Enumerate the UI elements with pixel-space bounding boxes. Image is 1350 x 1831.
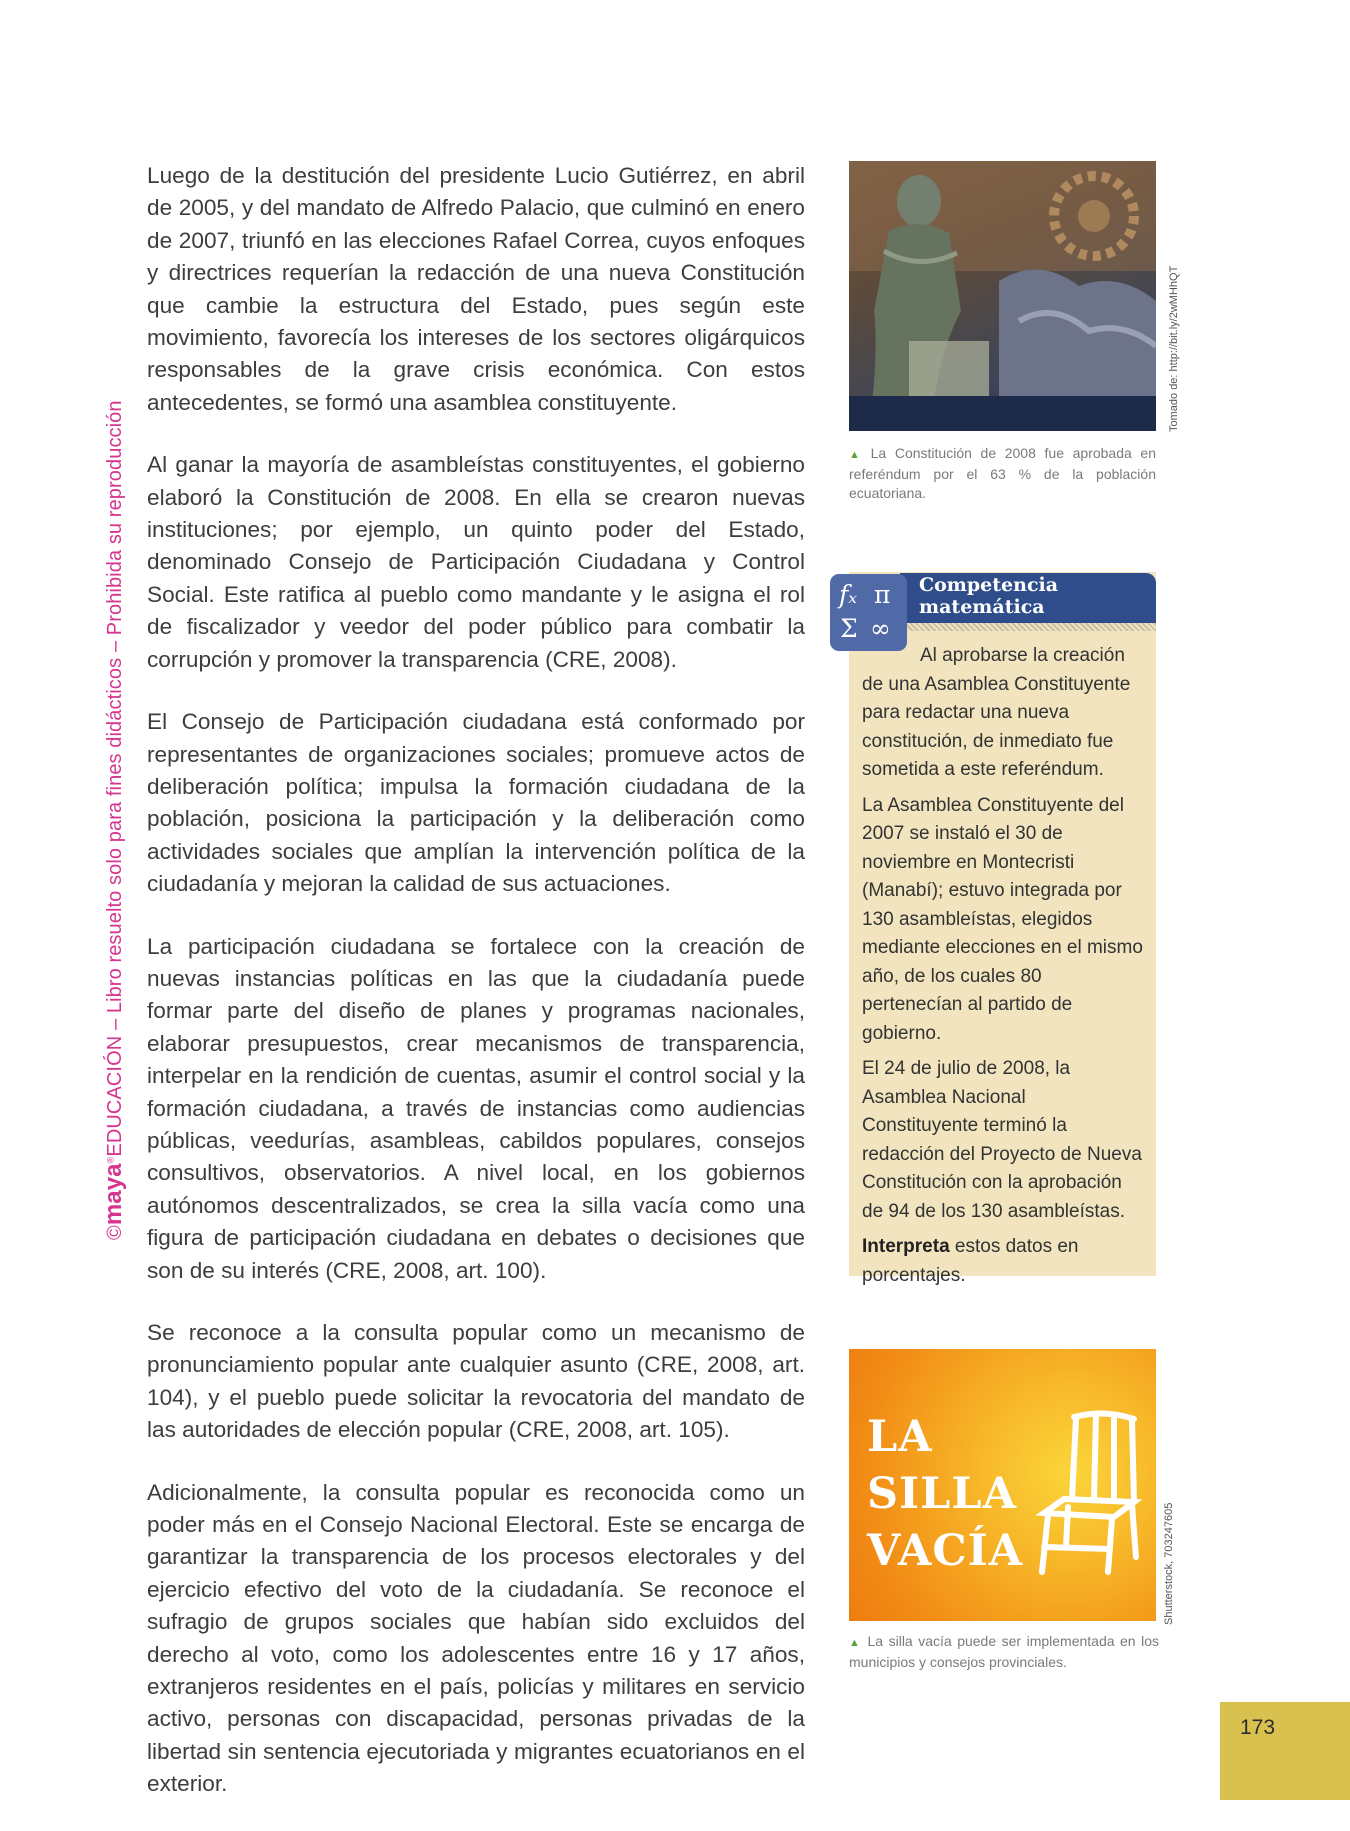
main-text-column xyxy=(147,160,805,1831)
silla-vacia-image xyxy=(849,1349,1156,1621)
paragraph-6: Adicionalmente, la consulta popular es reconocida como un poder más en el Consejo Nacional Electoral. Este se encarga de garantizar la transparencia de los procesos electorales y del ejercicio efectivo del voto de la ciudadanía. Se reconoce el sufragio de grupos sociales que habían sido excluidos del derecho al voto, como los adolescentes entre 16 y 17 años, extranjeros residentes en el país, policías y militares en servicio activo, personas con discapacidad, personas privadas de la libertad sin sentencia ejecutoriada y migrantes ecuatorianos en el exterior. xyxy=(147,1479,805,1797)
silla-vacia-title-line-3: VACÍA xyxy=(867,1526,1024,1576)
chair-credit: Shutterstock, 703247605 xyxy=(1163,1502,1175,1625)
chair-caption xyxy=(849,1632,1159,1672)
triangle-bullet-icon: ▲ xyxy=(849,449,865,461)
photo-caption-text: La Constitución de 2008 fue aprobada en referéndum por el 63 % de la población ecuatoriana. xyxy=(849,445,1156,501)
silla-vacia-title-line-1: LA xyxy=(867,1412,933,1462)
paragraph-5: Se reconoce a la consulta popular como un mecanismo de pronunciamiento popular ante cualquier asunto (CRE, 2008, art. 104), y el pueblo puede solicitar la revocatoria del mandato de las autoridades de elección popular (CRE, 2008, art. 105). xyxy=(147,1320,805,1443)
pi-symbol: π xyxy=(874,580,891,609)
interpreta-keyword: Interpreta xyxy=(862,1236,950,1257)
competencia-title-line-1: Competencia xyxy=(919,574,1059,596)
paragraph-4: La participación ciudadana se fortalece con la creación de nuevas instancias políticas en las que la ciudadanía puede formar parte del diseño de planes y programas nacionales, elaborar presupuestos, crear mecanismos de transparencia, interpelar en la rendición de cuentas, asumir el control social y la formación ciudadana, a través de instancias como audiencias públicas, veedurías, asambleas, cabildos populares, consejos consultivos, observatorios. A nivel local, en los gobiernos autónomos descentralizados, se crea la silla vacía como una figura de participación ciudadana en debates o decisiones que son de su interés (CRE, 2008, art. 100). xyxy=(147,933,805,1283)
paragraph-2: Al ganar la mayoría de asambleístas constituyentes, el gobierno elaboró la Constitución de 2008. En ella se crearon nuevas instituciones; por ejemplo, un quinto poder del Estado, denominado Consejo de Participación Ciudadana y Control Social. Este ratifica al pueblo como mandante y le asigna el rol de fiscalizador y veedor del poder público para combatir la corrupción y promover la transparencia (CRE, 2008). xyxy=(147,452,805,672)
competencia-paragraph-4 xyxy=(862,1233,1144,1290)
chair-caption-text: La silla vacía puede ser implementada en los municipios y consejos provinciales. xyxy=(849,1633,1159,1670)
silla-vacia-title-line-2: SILLA xyxy=(867,1469,1017,1519)
infinity-symbol: ∞ xyxy=(870,614,891,643)
registered-mark: ® xyxy=(105,1156,116,1164)
competencia-paragraph-1: Al aprobarse la creación de una Asamblea Constituyente para redactar una nueva constitución, de inmediato fue sometida a este referéndum. xyxy=(862,645,1131,780)
sculpture-illustration xyxy=(849,161,1156,431)
competencia-title xyxy=(919,574,1058,618)
competencia-paragraph-4-rest: estos datos en porcentajes. xyxy=(862,1236,1079,1286)
sigma-symbol: Σ xyxy=(840,614,858,643)
photo-credit: Tomado de: http://bit.ly/2wMHhQT xyxy=(1168,265,1180,432)
triangle-bullet-icon: ▲ xyxy=(849,1637,862,1649)
watermark-text: EDUCACIÓN – Libro resuelto solo para fines didácticos – Prohibida su reproducción xyxy=(104,400,126,1157)
paragraph-1: Luego de la destitución del presidente Lucio Gutiérrez, en abril de 2005, y del mandato de Alfredo Palacio, que culminó en enero de 2007, triunfó en las elecciones Rafael Correa, cuyos enfoques y directrices requerían la redacción de una nueva Constitución que cambie la estructura del Estado, pues según este movimiento, favorecía los intereses de los sectores oligárquicos responsables de la grave crisis económica. Con estos antecedentes, se formó una asamblea constituyente. xyxy=(147,163,805,415)
paragraph-3: El Consejo de Participación ciudadana está conformado por representantes de organizaciones sociales; promueve actos de deliberación política; impulsa la formación ciudadana de la población, posiciona la participación y la deliberación como actividades sociales que amplían la intervención política de la ciudadanía y mejoran la calidad de sus actuaciones. xyxy=(147,709,805,897)
sculpture-photo xyxy=(849,161,1156,431)
page-number-tab xyxy=(1220,1702,1350,1800)
chair-icon xyxy=(1034,1407,1144,1577)
competencia-paragraph-3: El 24 de julio de 2008, la Asamblea Nacional Constituyente terminó la redacción del Proyecto de Nueva Constitución con la aprobación de 94 de los 130 asambleístas. xyxy=(862,1058,1142,1222)
copyright-symbol: © xyxy=(104,1225,126,1240)
competencia-paragraph-2: La Asamblea Constituyente del 2007 se instaló el 30 de noviembre en Montecristi (Manabí); estuvo integrada por 130 asambleístas, elegidos mediante elecciones en el mismo año, de los cuales 80 pertenecían al partido de gobierno. xyxy=(862,794,1143,1044)
brand-name: maya xyxy=(100,1163,127,1226)
copyright-watermark xyxy=(100,400,128,1240)
silla-vacia-title xyxy=(867,1409,1023,1580)
competencia-text xyxy=(862,642,1144,1297)
math-symbols-icon xyxy=(830,574,907,651)
photo-caption xyxy=(849,444,1156,503)
function-symbol: fₓ xyxy=(839,580,858,609)
page-number: 173 xyxy=(1240,1716,1276,1739)
competencia-hatch xyxy=(900,623,1156,631)
competencia-title-line-2: matemática xyxy=(919,596,1045,618)
